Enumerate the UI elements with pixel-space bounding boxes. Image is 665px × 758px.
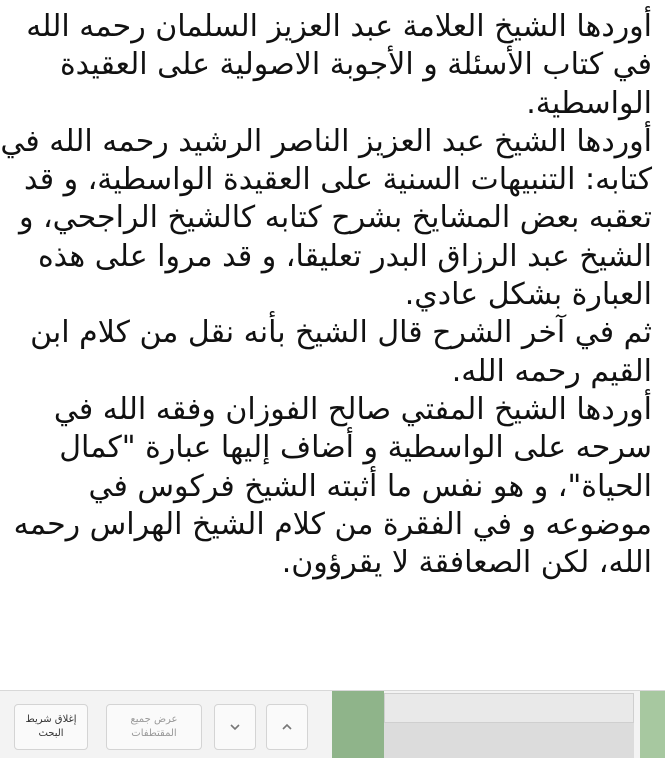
text-line: الشيخ عبد الرزاق البدر تعليقا، و قد مروا على هذه [37,238,652,274]
thumbnail-image[interactable] [640,691,665,758]
close-search-bar-label: البحث [38,728,64,739]
search-toolbar [0,690,665,758]
text-line: الواسطية. [526,85,652,121]
text-line: كتابه: التنبيهات السنية على العقيدة الواسطية، و قد [23,162,652,198]
show-all-snippets-button[interactable] [106,704,202,750]
text-line: القيم رحمه الله. [451,353,652,389]
next-result-button[interactable] [214,704,256,750]
thumbnail-image[interactable] [332,691,384,758]
chevron-down-icon [228,719,242,735]
close-search-bar-button[interactable] [14,704,88,750]
article-text [0,8,652,582]
close-search-bar-label: إغلاق شريط [25,714,77,725]
text-line: أوردها الشيخ المفتي صالح الفوزان وفقه الله في [53,391,652,427]
thumbnail-image[interactable] [384,723,634,758]
text-line: الله، لكن الصعافقة لا يقرؤون. [281,545,652,581]
text-line: تعقبه بعض المشايخ بشرح كتابه كالشيخ الراجحي، و [18,200,652,236]
chevron-up-icon [280,719,294,735]
thumbnail-document[interactable] [384,693,634,723]
show-all-label: عرض جميع [130,714,178,725]
text-line: في كتاب الأسئلة و الأجوبة الاصولية على العقيدة [59,47,652,83]
show-all-label: المقتطفات [131,728,177,739]
text-line: سرحه على الواسطية و أضاف إليها عبارة "كمال [59,430,652,466]
text-line: الحياة"، و هو نفس ما أثبته الشيخ فركوس في [88,468,652,504]
text-line: أوردها الشيخ العلامة عبد العزيز السلمان رحمه الله [26,9,652,44]
text-line: العبارة بشكل عادي. [404,277,652,313]
previous-result-button[interactable] [266,704,308,750]
text-line: موضوعه و في الفقرة من كلام الشيخ الهراس رحمه [13,506,652,542]
text-line: ثم في آخر الشرح قال الشيخ بأنه نقل من كلام ابن [30,315,652,351]
text-line: أوردها الشيخ عبد العزيز الناصر الرشيد رحمه الله في [0,123,652,159]
